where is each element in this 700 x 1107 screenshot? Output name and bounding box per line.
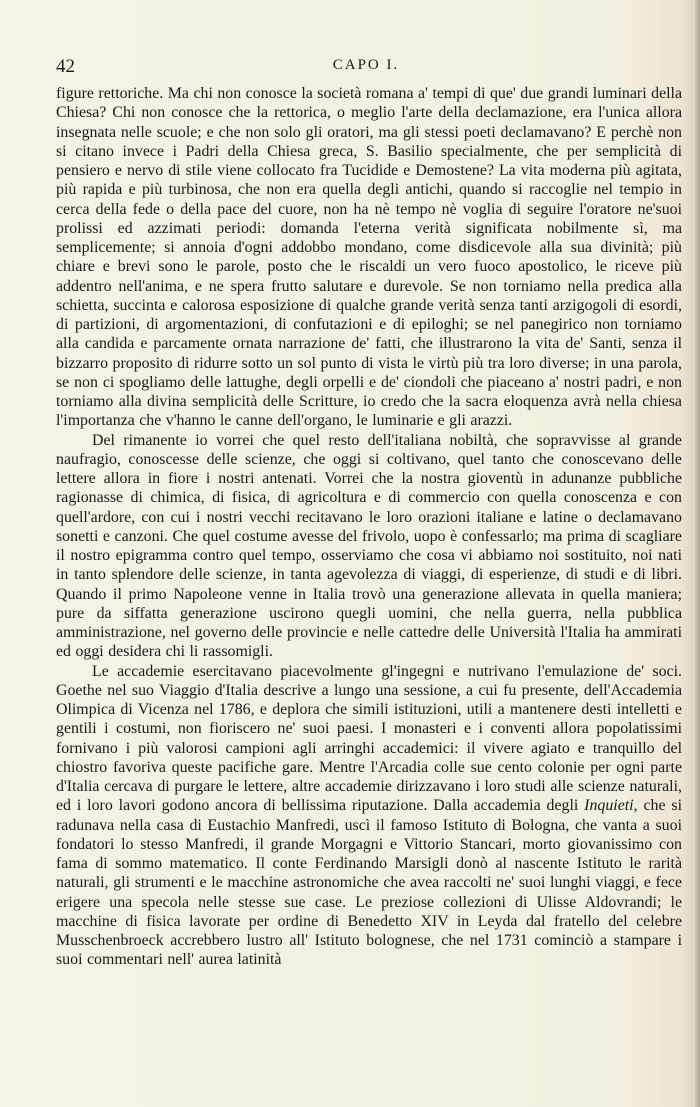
- running-head: CAPO I.: [332, 57, 400, 73]
- body-text: [56, 84, 682, 970]
- paragraph: [56, 662, 682, 970]
- page-edge-shadow: [695, 0, 700, 1107]
- page-number: 42: [56, 56, 75, 77]
- italic-term: Inquieti: [584, 797, 634, 815]
- paragraph: Del rimanente io vorrei che quel resto dell'italiana nobiltà, che sopravvisse al grande naufragio, conoscesse delle scienze, che oggi si coltivano, quel tanto che conoscevano delle lettere allora in fiore i nostri antenati. Vorrei che la nostra gioventù in adunanze pubbliche ragionasse di chimica, di fisica, di agricoltura e di commercio con quella conoscenza e con quell'ardore, con cui i nostri vecchi recitavano le loro orazioni italiane e latine o declamavano sonetti e canzoni. Che quel costume avesse del frivolo, uopo è confessarlo; ma prima di scagliare il nostro epigramma contro quel tempo, osserviamo che cosa vi abbiamo noi sostituito, noi nati in tanto splendore delle scienze, in tanta agevolezza di viaggi, di esperienze, di studi e di libri. Quando il primo Napoleone venne in Italia trovò una generazione allevata in quella maniera; pure da siffatta generazione uscirono quegli uomini, che nella guerra, nella pubblica amministrazione, nel governo delle provincie e nelle cattedre delle Università l'Italia ha ammirati ed oggi desidera chi li rassomigli.: [56, 431, 682, 661]
- paragraph-text: , che si radunava nella casa di Eustachio Manfredi, uscì il famoso Istituto di Bologna, che vanta a suoi fondatori lo stesso Manfredi, il grande Morgagni e Vittorio Stancari, morto giovanissimo con fama di sommo matematico. Il conte Ferdinando Marsigli donò al nascente Istituto le rarità naturali, gli strumenti e le macchine astronomiche che avea raccolti ne' suoi lunghi viaggi, e fece erigere una specola nelle stesse sue case. Le preziose collezioni di Ulisse Aldovrandi; le macchine di fisica lavorate per ordine di Benedetto XIV in Leyda dal fratello del celebre Musschenbroeck accrebbero lustro all' Istituto bolognese, che nel 1731 cominciò a stampare i suoi commentari nell' aurea latinità: [56, 797, 682, 969]
- paragraph: figure rettoriche. Ma chi non conosce la società romana a' tempi di que' due grandi luminari della Chiesa? Chi non conosce che la rettorica, o meglio l'arte della declamazione, era l'unica allora insegnata nelle scuole; e che non solo gli oratori, ma gli stessi poeti declamavano? E perchè non si citano invece i Padri della Chiesa greca, S. Basilio specialmente, che per semplicità di pensiero e nervo di stile viene collocato fra Tucidide e Demostene? La vita moderna più agitata, più rapida e più turbinosa, che non era quella degli antichi, quando si raccoglie nel tempio in cerca della fede o della pace del cuore, non ha nè tempo nè voglia di seguire l'oratore ne'suoi prolissi ed azzimati periodi: domanda l'eterna verità significata nobilmente sì, ma semplicemente; si annoia d'ogni addobbo mondano, come disdicevole alla sua divinità; più chiare e brevi sono le parole, posto che le riscaldi un vero fuoco apostolico, le riceve più addentro nell'anima, e ne spera frutto salutare e durevole. Se non torniamo nella predica alla schietta, succinta e calorosa esposizione di qualche grande verità senza tanti arzigogoli di esordi, di partizioni, di argomentazioni, di confutazioni e di epiloghi; se nel panegirico non torniamo alla candida e parcamente ornata narrazione de' fatti, che illustrarono la vita de' Santi, senza il bizzarro proposito di ridurre sotto un sol punto di vista le virtù più tra loro diverse; in una parola, se non ci spogliamo delle lattughe, degli orpelli e de' ciondoli che piaceano a' nostri padri, e non torniamo alla divina semplicità delle Scritture, io credo che la sacra eloquenza avrà nella chiesa l'importanza che v'hanno le canne dell'organo, le luminarie e gli arazzi.: [56, 85, 682, 430]
- paragraph-text: Le accademie esercitavano piacevolmente gl'ingegni e nutrivano l'emulazione de' soci. Goethe nel suo Viaggio d'Italia descrive a lungo una sessione, a cui fu presente, dell'Accademia Olimpica di Vicenza nel 1786, e deplora che simili istituzioni, utili a mantenere desti intelletti e gentili i costumi, non fioriscero ne' suoi paesi. I monasteri e i conventi allora popolatissimi fornivano i più valorosi campioni agli arringhi accademici: il vivere agiato e tranquillo del chiostro favoriva queste pacifiche gare. Mentre l'Arcadia colle sue cento colonie per ogni parte d'Italia cercava di purgare le lettere, altre accademie dirizzavano i loro studi alle scienze naturali, ed i loro lavori godono ancora di bellissima riputazione. Dalla accademia degli: [56, 662, 682, 815]
- page-header: [50, 56, 682, 78]
